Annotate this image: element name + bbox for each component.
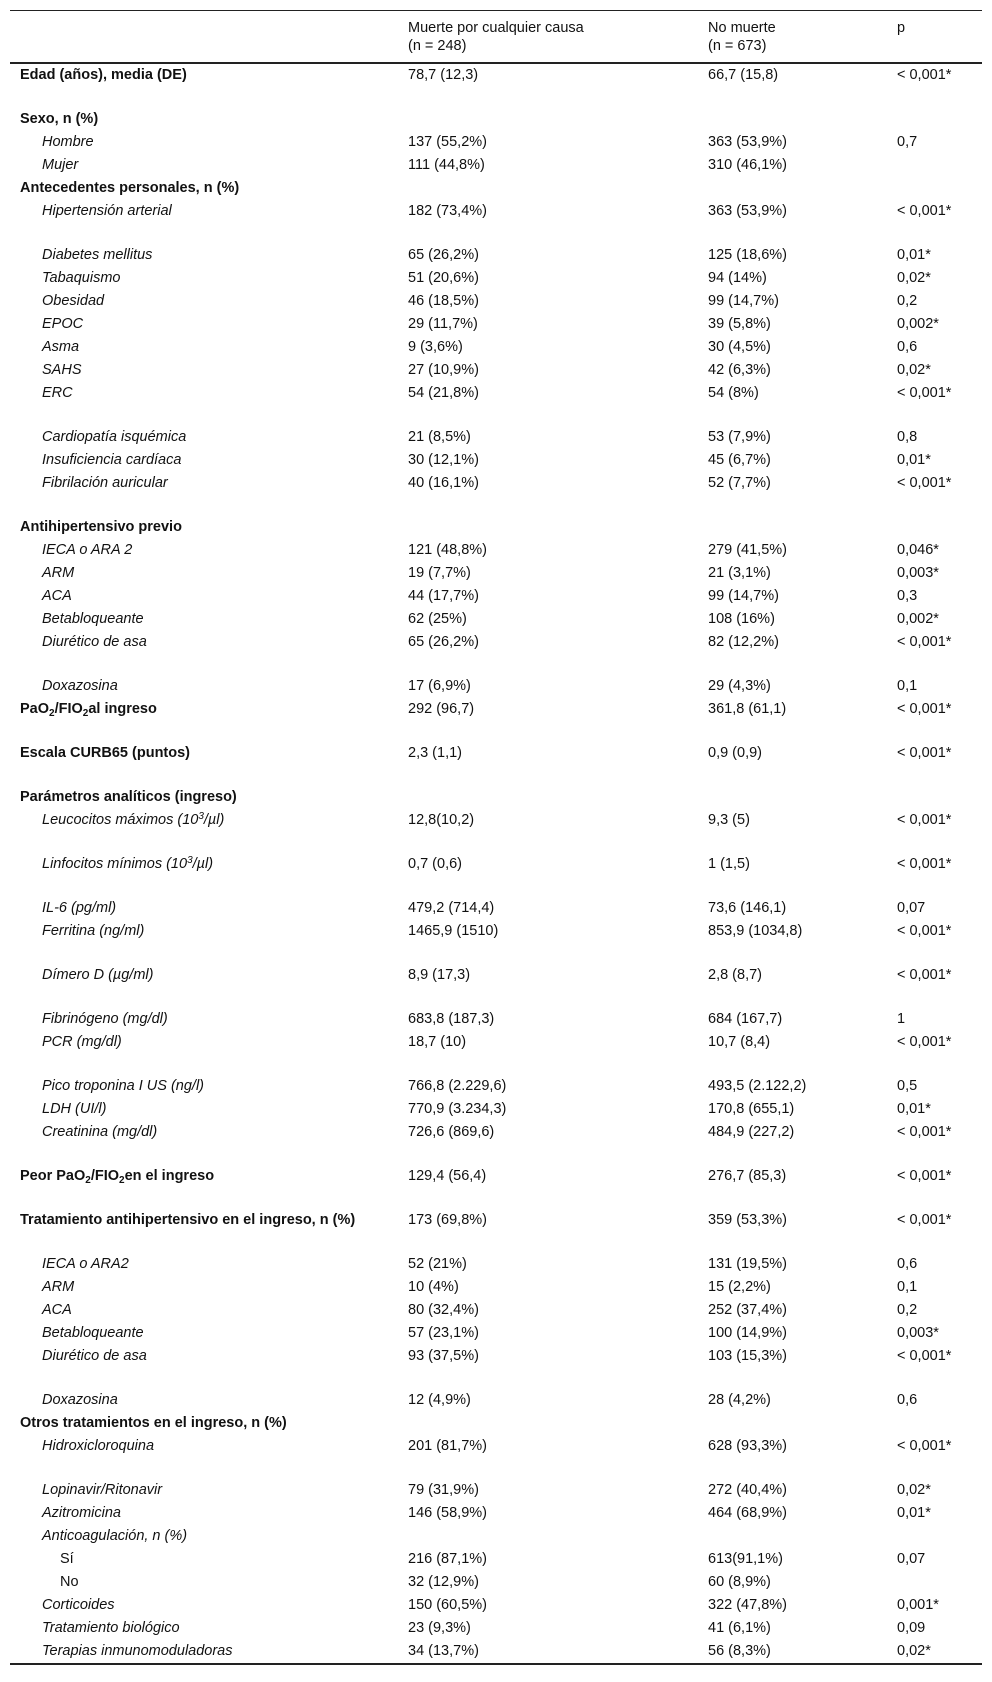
row-label: IL-6 (pg/ml) — [42, 900, 117, 916]
p-value: 0,003* — [897, 1325, 939, 1341]
row-label: Parámetros analíticos (ingreso) — [20, 789, 237, 805]
header-no-death-group — [708, 19, 776, 55]
p-value: < 0,001* — [897, 923, 952, 939]
table-row — [10, 1031, 982, 1075]
row-label: Escala CURB65 (puntos) — [20, 745, 191, 761]
death-value: 46 (18,5%) — [408, 293, 479, 309]
subscript: 2 — [85, 1175, 91, 1186]
death-value: 770,9 (3.234,3) — [408, 1101, 507, 1117]
no-death-value: 39 (5,8%) — [708, 316, 771, 332]
table-header — [10, 10, 982, 64]
no-death-value: 60 (8,9%) — [708, 1574, 771, 1590]
death-value: 137 (55,2%) — [408, 134, 487, 150]
row-label: Creatinina (mg/dl) — [42, 1124, 158, 1140]
p-value: 0,02* — [897, 270, 931, 286]
table-row — [10, 1008, 982, 1031]
no-death-value: 310 (46,1%) — [708, 157, 787, 173]
row-label: Diurético de asa — [42, 634, 147, 650]
p-value: 0,01* — [897, 452, 931, 468]
p-value: < 0,001* — [897, 634, 952, 650]
row-label: Tabaquismo — [42, 270, 121, 286]
row-label: Terapias inmunomoduladoras — [42, 1643, 233, 1659]
table-row — [10, 1548, 982, 1571]
death-value: 19 (7,7%) — [408, 565, 471, 581]
death-value: 173 (69,8%) — [408, 1212, 487, 1228]
p-value: 0,09 — [897, 1620, 926, 1636]
death-value: 12 (4,9%) — [408, 1392, 471, 1408]
table-row — [10, 1435, 982, 1479]
death-value: 54 (21,8%) — [408, 385, 479, 401]
table-row — [10, 1121, 982, 1165]
row-label: Dímero D (µg/ml) — [42, 967, 154, 983]
table-row — [10, 1345, 982, 1389]
no-death-value: 103 (15,3%) — [708, 1348, 787, 1364]
table-row — [10, 608, 982, 631]
row-label: Edad (años), media (DE) — [20, 67, 187, 83]
row-label — [42, 854, 412, 875]
row-label: Anticoagulación, n (%) — [42, 1528, 188, 1544]
p-value: 1 — [897, 1011, 906, 1027]
no-death-value: 276,7 (85,3) — [708, 1168, 787, 1184]
death-value: 62 (25%) — [408, 611, 467, 627]
no-death-value: 29 (4,3%) — [708, 678, 771, 694]
label-text: /FIO — [90, 1168, 120, 1184]
row-label: ERC — [42, 385, 73, 401]
p-value: 0,6 — [897, 1392, 918, 1408]
row-label: Doxazosina — [42, 1392, 118, 1408]
no-death-value: 99 (14,7%) — [708, 588, 779, 604]
death-value: 10 (4%) — [408, 1279, 459, 1295]
no-death-value: 272 (40,4%) — [708, 1482, 787, 1498]
p-value: < 0,001* — [897, 856, 952, 872]
table-row — [10, 786, 982, 809]
row-label: Insuficiencia cardíaca — [42, 452, 182, 468]
death-value: 182 (73,4%) — [408, 203, 487, 219]
row-label: Ferritina (ng/ml) — [42, 923, 145, 939]
table-row — [10, 1617, 982, 1640]
p-value: < 0,001* — [897, 203, 952, 219]
label-text: /µl) — [192, 856, 214, 872]
row-label: Doxazosina — [42, 678, 118, 694]
no-death-value: 464 (68,9%) — [708, 1505, 787, 1521]
row-label: IECA o ARA 2 — [42, 542, 133, 558]
no-death-value: 99 (14,7%) — [708, 293, 779, 309]
label-text: PaO — [20, 701, 50, 717]
death-value: 21 (8,5%) — [408, 429, 471, 445]
p-value: 0,01* — [897, 247, 931, 263]
death-value: 29 (11,7%) — [408, 316, 478, 332]
row-label: Pico troponina I US (ng/l) — [42, 1078, 204, 1094]
death-value: 57 (23,1%) — [408, 1325, 479, 1341]
table-row — [10, 1299, 982, 1322]
death-value: 683,8 (187,3) — [408, 1011, 495, 1027]
no-death-value: 53 (7,9%) — [708, 429, 771, 445]
row-label: ACA — [42, 588, 72, 604]
no-death-value: 252 (37,4%) — [708, 1302, 787, 1318]
row-label: Betabloqueante — [42, 611, 144, 627]
no-death-value: 125 (18,6%) — [708, 247, 787, 263]
row-label: Fibrilación auricular — [42, 475, 168, 491]
death-value: 292 (96,7) — [408, 701, 475, 717]
no-death-value: 363 (53,9%) — [708, 203, 787, 219]
table-row — [10, 154, 982, 177]
death-value: 1465,9 (1510) — [408, 923, 499, 939]
death-value: 766,8 (2.229,6) — [408, 1078, 507, 1094]
superscript: 3 — [187, 855, 193, 866]
death-value: 17 (6,9%) — [408, 678, 471, 694]
row-label: Hombre — [42, 134, 94, 150]
row-label: No — [60, 1574, 79, 1590]
death-value: 79 (31,9%) — [408, 1482, 479, 1498]
row-label: IECA o ARA2 — [42, 1256, 129, 1272]
death-value: 18,7 (10) — [408, 1034, 467, 1050]
no-death-value: 322 (47,8%) — [708, 1597, 787, 1613]
no-death-value: 359 (53,3%) — [708, 1212, 787, 1228]
table-row — [10, 539, 982, 562]
header-death-n: (n = 248) — [408, 38, 467, 54]
p-value: 0,5 — [897, 1078, 918, 1094]
table-row — [10, 244, 982, 267]
death-value: 51 (20,6%) — [408, 270, 479, 286]
row-label: Betabloqueante — [42, 1325, 144, 1341]
table-row — [10, 809, 982, 853]
label-text: Leucocitos máximos (10 — [42, 812, 199, 828]
header-death-title: Muerte por cualquier causa — [408, 20, 584, 36]
no-death-value: 613(91,1%) — [708, 1551, 783, 1567]
table-row — [10, 131, 982, 154]
row-label: Cardiopatía isquémica — [42, 429, 187, 445]
no-death-value: 15 (2,2%) — [708, 1279, 771, 1295]
p-value: 0,003* — [897, 565, 939, 581]
no-death-value: 279 (41,5%) — [708, 542, 787, 558]
p-value: 0,8 — [897, 429, 918, 445]
row-label: EPOC — [42, 316, 84, 332]
p-value: 0,1 — [897, 1279, 918, 1295]
no-death-value: 10,7 (8,4) — [708, 1034, 771, 1050]
p-value: 0,002* — [897, 316, 939, 332]
no-death-value: 56 (8,3%) — [708, 1643, 771, 1659]
p-value: < 0,001* — [897, 1168, 952, 1184]
table-row — [10, 267, 982, 290]
no-death-value: 41 (6,1%) — [708, 1620, 771, 1636]
death-value: 65 (26,2%) — [408, 247, 479, 263]
table-row — [10, 1165, 982, 1209]
table-row — [10, 177, 982, 200]
p-value: < 0,001* — [897, 1348, 952, 1364]
table-bottom-rule — [10, 1663, 982, 1665]
no-death-value: 73,6 (146,1) — [708, 900, 787, 916]
row-label: Fibrinógeno (mg/dl) — [42, 1011, 168, 1027]
label-text: /µl) — [203, 812, 225, 828]
death-value: 78,7 (12,3) — [408, 67, 479, 83]
death-value: 44 (17,7%) — [408, 588, 479, 604]
p-value: < 0,001* — [897, 385, 952, 401]
table-row — [10, 631, 982, 675]
row-label: Hidroxicloroquina — [42, 1438, 155, 1454]
table-row — [10, 336, 982, 359]
label-text: Linfocitos mínimos (10 — [42, 856, 188, 872]
row-label: Corticoides — [42, 1597, 115, 1613]
row-label: Diabetes mellitus — [42, 247, 153, 263]
row-label: Azitromicina — [42, 1505, 121, 1521]
row-label — [20, 699, 390, 720]
p-value: 0,07 — [897, 900, 926, 916]
no-death-value: 361,8 (61,1) — [708, 701, 787, 717]
no-death-value: 484,9 (227,2) — [708, 1124, 795, 1140]
p-value: 0,01* — [897, 1101, 931, 1117]
row-label: Antihipertensivo previo — [20, 519, 182, 535]
table-row — [10, 359, 982, 382]
subscript: 2 — [82, 708, 89, 719]
row-label: Sí — [60, 1551, 74, 1567]
no-death-value: 0,9 (0,9) — [708, 745, 762, 761]
p-value: < 0,001* — [897, 745, 952, 761]
table-row — [10, 290, 982, 313]
p-value: 0,07 — [897, 1551, 926, 1567]
death-value: 65 (26,2%) — [408, 634, 479, 650]
no-death-value: 131 (19,5%) — [708, 1256, 787, 1272]
no-death-value: 1 (1,5) — [708, 856, 750, 872]
row-label: Tratamiento biológico — [42, 1620, 180, 1636]
death-value: 40 (16,1%) — [408, 475, 479, 491]
death-value: 201 (81,7%) — [408, 1438, 487, 1454]
death-value: 8,9 (17,3) — [408, 967, 471, 983]
table-row — [10, 1075, 982, 1098]
data-table — [10, 10, 982, 1663]
row-label: Sexo, n (%) — [20, 111, 99, 127]
table-row — [10, 1640, 982, 1663]
row-label: PCR (mg/dl) — [42, 1034, 122, 1050]
death-value: 80 (32,4%) — [408, 1302, 479, 1318]
p-value: 0,7 — [897, 134, 918, 150]
no-death-value: 100 (14,9%) — [708, 1325, 787, 1341]
table-row — [10, 449, 982, 472]
p-value: 0,01* — [897, 1505, 931, 1521]
death-value: 12,8(10,2) — [408, 812, 475, 828]
row-label: ARM — [42, 1279, 75, 1295]
superscript: 3 — [198, 811, 204, 822]
table-row — [10, 897, 982, 920]
p-value: < 0,001* — [897, 1438, 952, 1454]
no-death-value: 853,9 (1034,8) — [708, 923, 803, 939]
header-no-death-n: (n = 673) — [708, 38, 767, 54]
p-value: 0,02* — [897, 1643, 931, 1659]
table-row — [10, 1098, 982, 1121]
table-row — [10, 920, 982, 964]
row-label: Asma — [42, 339, 80, 355]
header-no-death-title: No muerte — [708, 20, 776, 36]
p-value: < 0,001* — [897, 1124, 952, 1140]
row-label: Hipertensión arterial — [42, 203, 172, 219]
death-value: 32 (12,9%) — [408, 1574, 479, 1590]
no-death-value: 21 (3,1%) — [708, 565, 771, 581]
p-value: < 0,001* — [897, 701, 952, 717]
table-row — [10, 200, 982, 244]
p-value: < 0,001* — [897, 1034, 952, 1050]
table-row — [10, 853, 982, 897]
p-value: 0,001* — [897, 1597, 939, 1613]
row-label — [42, 810, 412, 831]
death-value: 479,2 (714,4) — [408, 900, 495, 916]
p-value: 0,1 — [897, 678, 918, 694]
p-value: 0,02* — [897, 362, 931, 378]
row-label: Obesidad — [42, 293, 105, 309]
header-death-group — [408, 19, 584, 55]
table-row — [10, 472, 982, 516]
table-row — [10, 562, 982, 585]
table-row — [10, 1253, 982, 1276]
no-death-value: 82 (12,2%) — [708, 634, 779, 650]
p-value: 0,046* — [897, 542, 939, 558]
row-label: Tratamiento antihipertensivo en el ingreso, n (%) — [20, 1212, 356, 1228]
table-row — [10, 1502, 982, 1525]
death-value: 52 (21%) — [408, 1256, 467, 1272]
p-value: 0,6 — [897, 1256, 918, 1272]
table-row — [10, 1412, 982, 1435]
row-label: Diurético de asa — [42, 1348, 147, 1364]
death-value: 150 (60,5%) — [408, 1597, 487, 1613]
label-text: al ingreso — [88, 701, 157, 717]
table-row — [10, 516, 982, 539]
no-death-value: 66,7 (15,8) — [708, 67, 779, 83]
death-value: 9 (3,6%) — [408, 339, 463, 355]
no-death-value: 2,8 (8,7) — [708, 967, 762, 983]
table-row — [10, 426, 982, 449]
no-death-value: 28 (4,2%) — [708, 1392, 771, 1408]
p-value: 0,3 — [897, 588, 918, 604]
no-death-value: 363 (53,9%) — [708, 134, 787, 150]
table-row — [10, 1276, 982, 1299]
p-value: < 0,001* — [897, 812, 952, 828]
row-label: Mujer — [42, 157, 79, 173]
death-value: 216 (87,1%) — [408, 1551, 487, 1567]
table-row — [10, 1525, 982, 1548]
table-row — [10, 1479, 982, 1502]
subscript: 2 — [49, 708, 55, 719]
row-label: Antecedentes personales, n (%) — [20, 180, 240, 196]
table-body — [10, 64, 982, 1663]
no-death-value: 170,8 (655,1) — [708, 1101, 795, 1117]
row-label: ACA — [42, 1302, 72, 1318]
death-value: 34 (13,7%) — [408, 1643, 479, 1659]
row-label: ARM — [42, 565, 75, 581]
table-row — [10, 64, 982, 108]
no-death-value: 42 (6,3%) — [708, 362, 771, 378]
no-death-value: 108 (16%) — [708, 611, 775, 627]
death-value: 93 (37,5%) — [408, 1348, 479, 1364]
death-value: 121 (48,8%) — [408, 542, 487, 558]
p-value: < 0,001* — [897, 1212, 952, 1228]
table-row — [10, 382, 982, 426]
label-text: en el ingreso — [124, 1168, 215, 1184]
p-value: < 0,001* — [897, 67, 952, 83]
table-row — [10, 1389, 982, 1412]
p-value: 0,002* — [897, 611, 939, 627]
p-value: 0,2 — [897, 293, 918, 309]
no-death-value: 52 (7,7%) — [708, 475, 771, 491]
row-label: Otros tratamientos en el ingreso, n (%) — [20, 1415, 287, 1431]
death-value: 27 (10,9%) — [408, 362, 479, 378]
death-value: 30 (12,1%) — [408, 452, 479, 468]
table-row — [10, 585, 982, 608]
row-label: SAHS — [42, 362, 82, 378]
death-value: 23 (9,3%) — [408, 1620, 471, 1636]
p-value: 0,6 — [897, 339, 918, 355]
death-value: 2,3 (1,1) — [408, 745, 462, 761]
row-label — [20, 1166, 390, 1187]
no-death-value: 628 (93,3%) — [708, 1438, 787, 1454]
death-value: 0,7 (0,6) — [408, 856, 462, 872]
no-death-value: 94 (14%) — [708, 270, 767, 286]
death-value: 146 (58,9%) — [408, 1505, 487, 1521]
death-value: 111 (44,8%) — [408, 157, 485, 173]
table-row — [10, 1594, 982, 1617]
death-value: 129,4 (56,4) — [408, 1168, 487, 1184]
header-p-value: p — [897, 20, 906, 36]
label-text: /FIO — [54, 701, 83, 717]
p-value: < 0,001* — [897, 475, 952, 491]
table-row — [10, 1571, 982, 1594]
death-value: 726,6 (869,6) — [408, 1124, 495, 1140]
no-death-value: 54 (8%) — [708, 385, 759, 401]
no-death-value: 493,5 (2.122,2) — [708, 1078, 807, 1094]
table-row — [10, 1209, 982, 1253]
no-death-value: 30 (4,5%) — [708, 339, 771, 355]
no-death-value: 45 (6,7%) — [708, 452, 771, 468]
no-death-value: 9,3 (5) — [708, 812, 750, 828]
no-death-value: 684 (167,7) — [708, 1011, 783, 1027]
table-row — [10, 964, 982, 1008]
table-row — [10, 698, 982, 742]
table-row — [10, 108, 982, 131]
p-value: < 0,001* — [897, 967, 952, 983]
p-value: 0,2 — [897, 1302, 918, 1318]
label-text: Peor PaO — [20, 1168, 86, 1184]
row-label: LDH (UI/l) — [42, 1101, 107, 1117]
table-row — [10, 742, 982, 786]
table-row — [10, 675, 982, 698]
p-value: 0,02* — [897, 1482, 931, 1498]
table-row — [10, 313, 982, 336]
row-label: Lopinavir/Ritonavir — [42, 1482, 163, 1498]
subscript: 2 — [119, 1175, 125, 1186]
table-row — [10, 1322, 982, 1345]
